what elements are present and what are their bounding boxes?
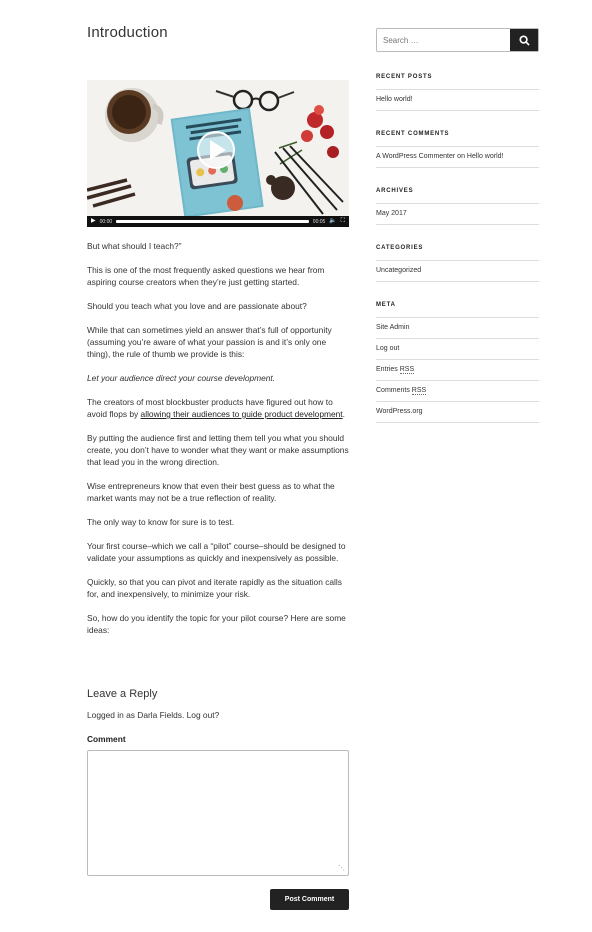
volume-icon[interactable]: 🔈 [329,218,337,224]
paragraph-text: The creators of most blockbuster products have figured out how to avoid flops by [87,397,333,419]
meta-link-site-admin[interactable]: Site Admin [376,317,539,338]
reply-title: Leave a Reply [87,688,158,700]
widget-title: RECENT COMMENTS [376,131,450,137]
paragraph: Should you teach what you love and are passionate about? [87,301,307,311]
meta-link-wordpress-org[interactable]: WordPress.org [376,401,539,423]
comment-textarea[interactable] [87,750,349,876]
video-thumbnail [87,80,349,216]
rss-abbr: RSS [411,387,427,394]
video-total-time: 00:05 [312,218,326,225]
recent-comment-link[interactable]: A WordPress Commenter on Hello world! [376,146,539,168]
paragraph: Quickly, so that you can pivot and iterate rapidly as the situation calls for, and inexpensively, to minimize your risk. [87,577,342,599]
archive-link[interactable]: May 2017 [376,203,539,225]
guide-product-development-link[interactable]: allowing their audiences to guide product development [140,409,343,419]
page-title: Introduction [87,24,168,41]
logged-in-text[interactable]: Logged in as Darla Fields. Log out? [87,710,220,720]
meta-link-text: Entries [376,366,400,373]
video-controls [87,216,349,227]
paragraph: The only way to know for sure is to test. [87,517,235,527]
fullscreen-icon[interactable]: ⛶ [340,218,345,224]
search-icon [519,35,530,46]
recent-posts-widget [376,74,539,111]
comment-label: Comment [87,734,126,744]
rss-abbr: RSS [399,366,415,373]
search-input[interactable] [377,29,510,51]
paragraph: Your first course–which we call a “pilot” course–should be designed to validate your assumptions as quickly and inexpensively as possible. [87,541,346,563]
paragraph: While that can sometimes yield an answer that’s full of opportunity (assuming you’re aware of what your passion is and it’s only one thing), the rule of thumb we provide is this: [87,325,332,359]
paragraph: The creators of most blockbuster products have figured out how to avoid flops by allowing their audiences to guide product development. [87,397,345,419]
recent-post-link[interactable]: Hello world! [376,89,539,111]
paragraph: Wise entrepreneurs know that even their best guess as to what the market wants may not be a true reflection of reality. [87,481,335,503]
categories-widget [376,245,539,282]
play-icon[interactable]: ▶ [91,218,96,224]
recent-comments-widget [376,131,539,168]
video-current-time: 00:00 [99,218,113,225]
sidebar [376,28,539,423]
search-button[interactable] [510,29,538,51]
widget-title: CATEGORIES [376,245,424,251]
widget-title: META [376,302,396,308]
meta-link-entries-rss[interactable] [376,359,539,380]
paragraph-emphasis [87,372,349,384]
search-form [376,28,539,52]
reply-section [87,688,349,903]
meta-widget [376,302,539,423]
post-comment-button[interactable]: Post Comment [270,889,349,910]
widget-title: ARCHIVES [376,188,414,194]
post-content [87,240,349,648]
paragraph: But what should I teach?” [87,241,182,251]
widget-title: RECENT POSTS [376,74,433,80]
paragraph: So, how do you identify the topic for your pilot course? Here are some ideas: [87,613,346,635]
video-progress-bar[interactable] [116,220,309,223]
video-player[interactable] [87,80,349,227]
paragraph: This is one of the most frequently asked questions we hear from aspiring course creators when they’re just getting started. [87,265,325,287]
paragraph: By putting the audience first and letting them tell you what you should create, you don’t have to wonder what they want or make assumptions that lead you in the wrong direction. [87,433,349,467]
post-header [87,24,349,41]
meta-link-text: Comments [376,387,412,394]
emphasis-text: Let your audience direct your course development. [87,373,276,383]
meta-link-comments-rss[interactable] [376,380,539,401]
resize-grip-icon[interactable]: ⋱ [338,865,345,872]
archives-widget [376,188,539,225]
meta-link-log-out[interactable]: Log out [376,338,539,359]
category-link[interactable]: Uncategorized [376,260,539,282]
